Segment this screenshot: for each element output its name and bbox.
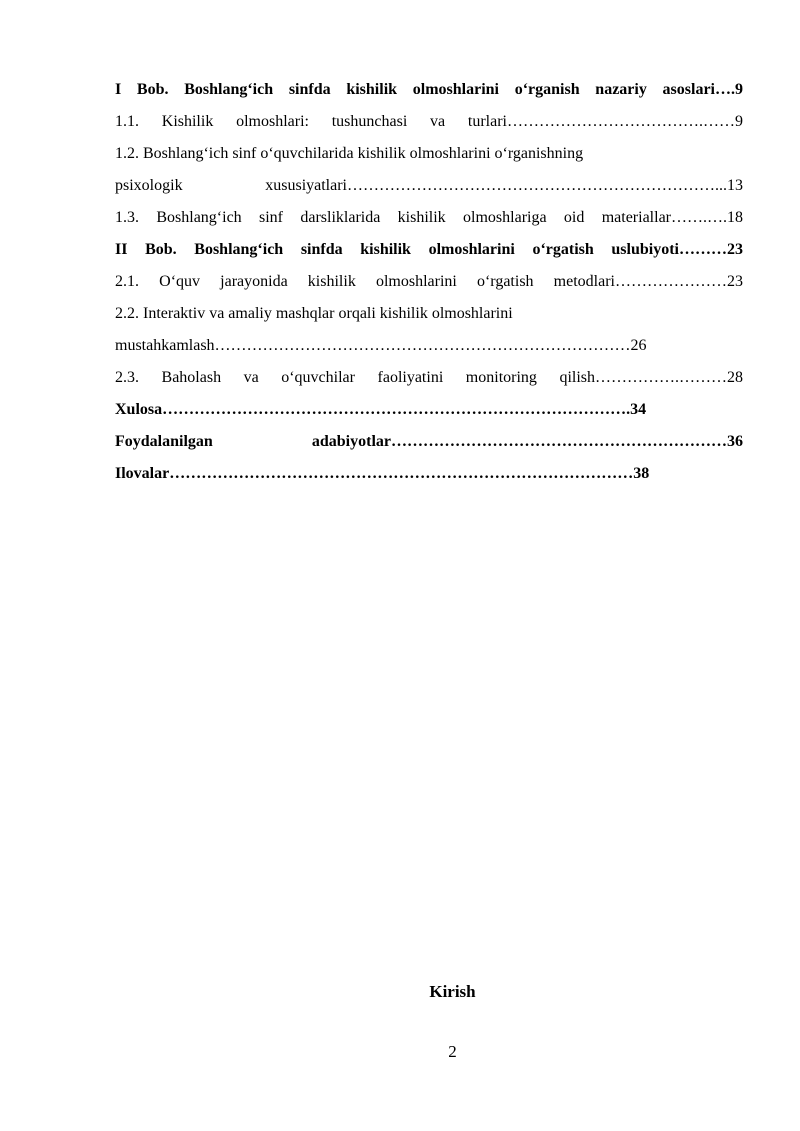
toc-section-1-2-line-2: psixologik xususiyatlari……………………………………………………………...13 [115,177,743,194]
toc-section-2-2-line-1: 2.2. Interaktiv va amaliy mashqlar orqali kishilik olmoshlarini [115,305,513,322]
toc-chapter-1: I Bob. Boshlang‘ich sinfda kishilik olmoshlarini o‘rganish nazariy asoslari….9 [115,81,743,98]
toc-conclusion: Xulosa…………………………………………………………………………….34 [115,401,647,418]
table-of-contents [115,74,743,490]
section-heading: Kirish [429,982,476,1001]
toc-section-1-1: 1.1. Kishilik olmoshlari: tushunchasi va turlari……………………………….……9 [115,113,743,130]
toc-bibliography: Foydalanilgan adabiyotlar………………………………………………………36 [115,433,743,450]
toc-section-2-1: 2.1. O‘quv jarayonida kishilik olmoshlarini o‘rgatish metodlari…………………23 [115,273,743,290]
toc-chapter-2: II Bob. Boshlang‘ich sinfda kishilik olmoshlarini o‘rgatish uslubiyoti………23 [115,241,743,258]
toc-section-2-2-line-2: mustahkamlash……………………………………………………………………26 [115,337,647,354]
toc-section-1-2-line-1: 1.2. Boshlang‘ich sinf o‘quvchilarida kishilik olmoshlarini o‘rganishning [115,145,584,162]
page-number: 2 [448,1042,457,1061]
toc-section-2-3: 2.3. Baholash va o‘quvchilar faoliyatini monitoring qilish…………….………28 [115,369,743,386]
toc-section-1-3: 1.3. Boshlang‘ich sinf darsliklarida kishilik olmoshlariga oid materiallar…….….18 [115,209,743,226]
toc-appendices: Ilovalar……………………………………………………………………………38 [115,465,650,482]
